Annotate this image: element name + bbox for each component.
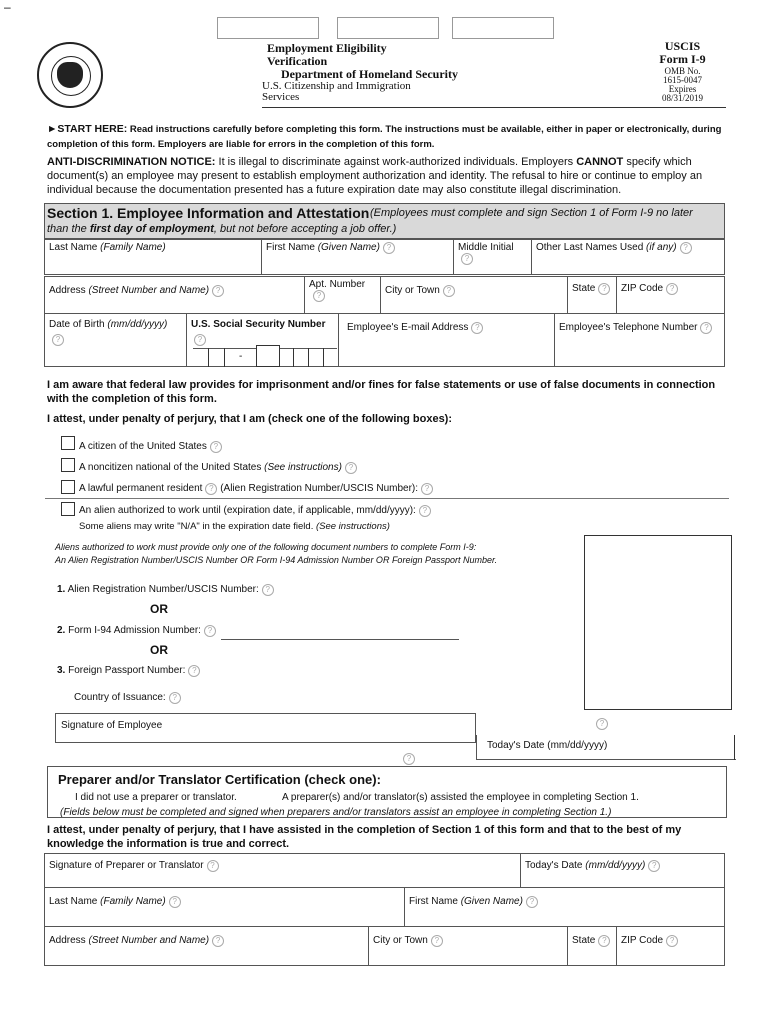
employee-date-label: Today's Date (mm/dd/yyyy) [487, 740, 608, 751]
ssn-divider [308, 348, 309, 367]
anti-disc-lead: ANTI-DISCRIMINATION NOTICE: [47, 156, 216, 168]
preparer-option-1[interactable]: I did not use a preparer or translator. [75, 792, 237, 803]
preparer-option-2[interactable]: A preparer(s) and/or translator(s) assisted the employee in completing Section 1. [282, 792, 639, 803]
alien-reg-field[interactable] [57, 584, 274, 596]
last-name-label: Last Name [49, 242, 98, 253]
anti-disc-text1: It is illegal to discriminate against work-authorized individuals. Employers [218, 156, 574, 168]
field-number-1: 1. [57, 584, 66, 595]
city-field[interactable] [380, 276, 568, 314]
form-title-line2: Verification [267, 54, 328, 68]
subtitle-b1: than the [47, 223, 87, 235]
state-field[interactable] [567, 276, 617, 314]
ssn-divider [224, 348, 225, 367]
aliens-info-line1: Aliens authorized to work must provide only one of the following document numbers to complete Form I-9: [55, 542, 477, 552]
noncitizen-label: A noncitizen national of the United States [79, 462, 262, 473]
preparer-date-label: Today's Date [525, 860, 583, 871]
alien-checkbox[interactable] [61, 502, 75, 516]
noncitizen-checkbox[interactable] [61, 458, 75, 472]
dob-hint: (mm/dd/yyyy) [107, 319, 168, 330]
or-label-2: OR [150, 643, 168, 657]
preparer-title: Preparer and/or Translator Certification (check one): [58, 772, 381, 787]
lpr-option [79, 483, 433, 495]
dob-field[interactable] [44, 313, 187, 367]
preparer-last-name-field[interactable] [44, 887, 405, 927]
help-circle-icon[interactable]: ? [262, 584, 274, 596]
agency-line2: Services [262, 91, 300, 103]
help-circle-icon[interactable]: ? [596, 718, 608, 730]
alien-label: An alien authorized to work until (expiration date, if applicable, mm/dd/yyyy): [79, 505, 416, 516]
form-title-line1: Employment Eligibility [267, 41, 387, 55]
preparer-attest: I attest, under penalty of perjury, that I have assisted in the completion of Section 1 of this form and that to the best of my knowledge the information is true and correct. [47, 824, 682, 850]
help-circle-icon[interactable]: ? [526, 896, 538, 908]
help-circle-icon[interactable]: ? [169, 692, 181, 704]
email-label: Employee's E-mail Address [347, 322, 469, 333]
help-circle-icon[interactable]: ? [598, 935, 610, 947]
employee-date-field[interactable] [476, 735, 736, 760]
preparer-city-field[interactable] [368, 926, 568, 966]
dhs-seal-icon [37, 42, 103, 108]
omb-label: OMB No. [664, 66, 701, 76]
help-circle-icon[interactable]: ? [403, 753, 415, 765]
help-circle-icon[interactable]: ? [313, 290, 325, 302]
department: Department of Homeland Security [281, 67, 458, 81]
employee-signature-label: Signature of Employee [61, 720, 163, 731]
aware-statement: I am aware that federal law provides for imprisonment and/or fines for false statements or use of false documents in connection with the completion of this form. [47, 379, 716, 405]
start-here-notice [47, 122, 737, 152]
last-name-field[interactable] [44, 239, 262, 275]
section1-subtitle-a: (Employees must complete and sign Section 1 of Form I-9 no later [370, 207, 693, 219]
help-circle-icon[interactable]: ? [471, 322, 483, 334]
phone-field[interactable] [554, 313, 725, 367]
preparer-signature-field[interactable] [44, 853, 521, 888]
passport-label: Foreign Passport Number: [68, 665, 186, 676]
subtitle-bold: first day of employment [89, 223, 214, 235]
preparer-last-label: Last Name [49, 896, 98, 907]
country-field[interactable] [74, 692, 181, 704]
help-circle-icon[interactable]: ? [194, 334, 206, 346]
state-label: State [572, 283, 596, 294]
preparer-address-hint: (Street Number and Name) [88, 935, 210, 946]
citizen-label: A citizen of the United States [79, 441, 207, 452]
preparer-city-label: City or Town [373, 935, 428, 946]
help-circle-icon[interactable]: ? [204, 625, 216, 637]
section1-subtitle-b [47, 223, 396, 235]
option-divider [45, 498, 729, 499]
dob-label: Date of Birth [49, 319, 105, 330]
apt-number-field[interactable] [304, 276, 381, 314]
address-hint: (Street Number and Name) [88, 285, 210, 296]
noncitizen-hint: (See instructions) [264, 462, 342, 473]
first-name-hint: (Given Name) [317, 242, 380, 253]
alien-note-text: Some aliens may write "N/A" in the expiration date field. [79, 521, 314, 532]
top-marker: – [4, 0, 11, 14]
attest-statement: I attest, under penalty of perjury, that I am (check one of the following boxes): [47, 413, 453, 425]
help-circle-icon[interactable]: ? [345, 462, 357, 474]
anti-disc-cannot: CANNOT [576, 156, 624, 168]
anti-discrimination-notice [47, 155, 737, 197]
address-field[interactable] [44, 276, 305, 314]
ssn-divider [323, 348, 324, 367]
qr-code-box [584, 535, 732, 710]
help-circle-icon[interactable]: ? [207, 860, 219, 872]
top-field-1[interactable] [217, 17, 319, 39]
noncitizen-option [79, 462, 357, 474]
preparer-signature-label: Signature of Preparer or Translator [49, 860, 204, 871]
preparer-first-label: First Name [409, 896, 458, 907]
other-names-hint: (if any) [646, 242, 677, 253]
address-label: Address [49, 285, 86, 296]
help-circle-icon[interactable]: ? [443, 285, 455, 297]
subtitle-b2: , but not before accepting a job offer.) [213, 223, 397, 235]
help-circle-icon[interactable]: ? [421, 483, 433, 495]
help-circle-icon[interactable]: ? [52, 334, 64, 346]
agency-line1: U.S. Citizenship and Immigration [262, 80, 411, 92]
preparer-zip-label: ZIP Code [621, 935, 664, 946]
ssn-divider [293, 348, 294, 367]
country-label: Country of Issuance: [74, 692, 166, 703]
help-circle-icon[interactable]: ? [212, 285, 224, 297]
help-circle-icon[interactable]: ? [700, 322, 712, 334]
help-circle-icon[interactable]: ? [188, 665, 200, 677]
middle-initial-field[interactable] [453, 239, 532, 275]
lpr-hint: (Alien Registration Number/USCIS Number): [220, 483, 419, 494]
top-field-2[interactable] [337, 17, 439, 39]
expiry-date: 08/31/2019 [661, 93, 703, 103]
field-number-3: 3. [57, 665, 66, 676]
alien-option [79, 505, 431, 517]
section1-title: Section 1. Employee Information and Attestation [47, 205, 370, 221]
employee-signature-field[interactable] [55, 713, 476, 743]
i94-field[interactable] [57, 625, 216, 637]
ssn-divider [208, 348, 209, 367]
citizen-checkbox[interactable] [61, 436, 75, 450]
i94-underline [221, 639, 459, 640]
omb-number: 1615-0047 [663, 75, 702, 85]
other-names-label: Other Last Names Used [536, 242, 644, 253]
phone-label: Employee's Telephone Number [559, 322, 698, 333]
citizen-option [79, 441, 222, 453]
preparer-note: (Fields below must be completed and signed when preparers and/or translators assist an employee in completing Section 1.) [60, 807, 612, 818]
preparer-last-hint: (Family Name) [100, 896, 166, 907]
preparer-zip-field[interactable] [616, 926, 725, 966]
preparer-state-label: State [572, 935, 596, 946]
apt-label: Apt. Number [309, 279, 366, 290]
zip-label: ZIP Code [621, 283, 664, 294]
help-circle-icon[interactable]: ? [666, 283, 678, 295]
help-circle-icon[interactable]: ? [419, 505, 431, 517]
last-name-hint: (Family Name) [100, 242, 166, 253]
start-here-lead: ►START HERE: [47, 123, 128, 135]
middle-initial-label: Middle Initial [458, 242, 514, 253]
zip-field[interactable] [616, 276, 725, 314]
top-field-3[interactable] [452, 17, 554, 39]
uscis-label: USCIS [664, 39, 701, 53]
ssn-dash: - [239, 351, 243, 362]
passport-field[interactable] [57, 665, 200, 677]
i94-label: Form I-94 Admission Number: [68, 625, 201, 636]
help-circle-icon[interactable]: ? [461, 253, 473, 265]
help-circle-icon[interactable]: ? [680, 242, 692, 254]
help-circle-icon[interactable]: ? [431, 935, 443, 947]
alien-note-hint: (See instructions) [315, 521, 390, 532]
city-label: City or Town [385, 285, 440, 296]
help-circle-icon[interactable]: ? [598, 283, 610, 295]
date-right-edge [734, 735, 735, 760]
field-number-2: 2. [57, 625, 66, 636]
help-circle-icon[interactable]: ? [210, 441, 222, 453]
first-name-field[interactable] [261, 239, 454, 275]
preparer-date-hint: (mm/dd/yyyy) [585, 860, 646, 871]
header-rule [262, 107, 726, 108]
other-names-field[interactable] [531, 239, 725, 275]
expires-label: Expires [668, 84, 697, 94]
lpr-label: A lawful permanent resident [79, 483, 203, 494]
email-field[interactable] [338, 313, 555, 367]
alien-note [79, 521, 390, 532]
anti-disc-text2: specify which document(s) an employee may present to establish employment authorization and identity. The refusal to hire or continue to employ an individual because the documentation presented has a future expiration date may also constitute illegal discrimination. [47, 156, 703, 196]
aliens-info-line2: An Alien Registration Number/USCIS Number OR Form I-94 Admission Number OR Foreign Passport Number. [55, 555, 498, 565]
ssn-active-box[interactable] [256, 345, 280, 367]
help-circle-icon[interactable]: ? [666, 935, 678, 947]
ssn-label: U.S. Social Security Number [191, 319, 326, 330]
preparer-first-hint: (Given Name) [460, 896, 523, 907]
help-circle-icon[interactable]: ? [169, 896, 181, 908]
help-circle-icon[interactable]: ? [648, 860, 660, 872]
lpr-checkbox[interactable] [61, 480, 75, 494]
form-number: Form I-9 [659, 52, 706, 66]
preparer-address-label: Address [49, 935, 86, 946]
help-circle-icon[interactable]: ? [205, 483, 217, 495]
help-circle-icon[interactable]: ? [212, 935, 224, 947]
start-here-text: Read instructions carefully before completing this form. The instructions must be available, either in paper or electronically, during completion of this form. Employers are liable for errors in the completion of this form. [47, 124, 722, 150]
preparer-address-field[interactable] [44, 926, 369, 966]
first-name-label: First Name [266, 242, 315, 253]
preparer-first-name-field[interactable] [404, 887, 725, 927]
help-circle-icon[interactable]: ? [383, 242, 395, 254]
preparer-date-field[interactable] [520, 853, 725, 888]
preparer-state-field[interactable] [567, 926, 617, 966]
alien-reg-label: Alien Registration Number/USCIS Number: [67, 584, 259, 595]
or-label-1: OR [150, 602, 168, 616]
